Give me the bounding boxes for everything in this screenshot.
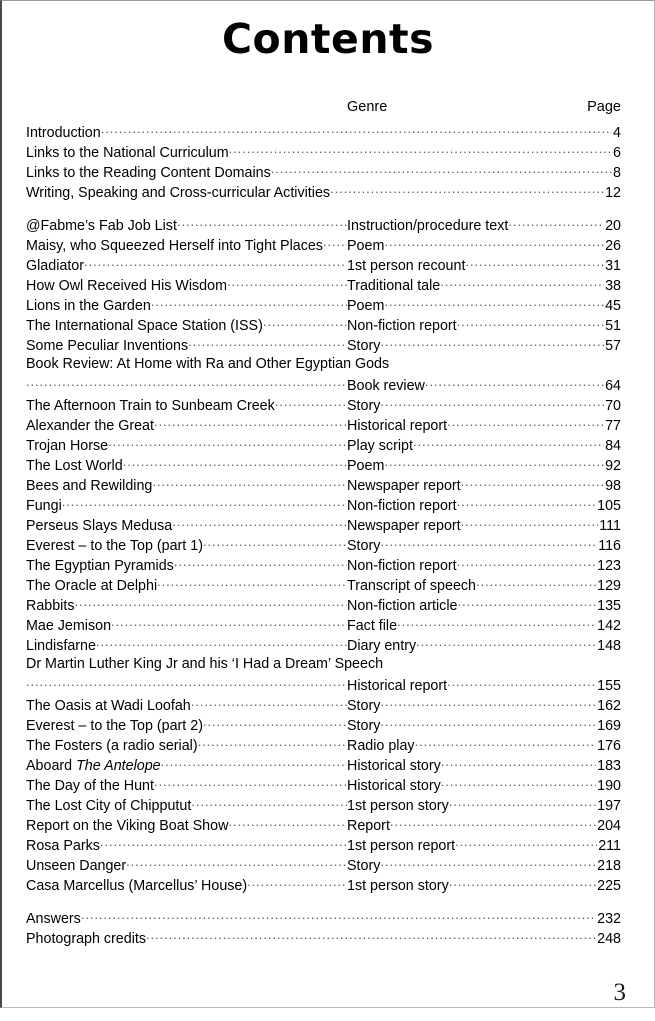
toc-entry-genre-cell: [347, 556, 596, 574]
toc-entry-title-cell: [26, 676, 347, 690]
toc-entry[interactable]: [2, 796, 654, 816]
toc-entry[interactable]: [2, 376, 654, 396]
toc-entry-title-cell: [26, 416, 347, 434]
toc-entry[interactable]: [2, 336, 654, 356]
toc-entry-title: Introduction: [26, 125, 101, 142]
toc-entry-genre-cell: [347, 576, 596, 594]
toc-entry[interactable]: [2, 536, 654, 556]
toc-entry-genre: Story: [347, 718, 381, 735]
dot-leader: [441, 756, 596, 770]
dot-leader: [152, 476, 347, 490]
toc-entry-genre: Instruction/procedure text: [347, 218, 509, 235]
toc-entry-page-number: 218: [597, 858, 621, 875]
toc-entry[interactable]: [2, 416, 654, 436]
dot-leader: [476, 576, 596, 590]
toc-entry-title: Trojan Horse: [26, 438, 109, 455]
toc-entry-genre: Story: [347, 698, 381, 715]
toc-entry-genre: Non-fiction article: [347, 598, 458, 615]
toc-entry[interactable]: [2, 909, 654, 929]
dot-leader: [227, 276, 347, 290]
toc-entry-title-cell: [26, 123, 612, 141]
toc-entry-title: Rosa Parks: [26, 838, 100, 855]
toc-entry-page-number: 148: [597, 638, 621, 655]
dot-leader: [449, 876, 596, 890]
dot-leader: [397, 616, 596, 630]
dot-leader: [151, 296, 347, 310]
dot-leader: [457, 496, 596, 510]
toc-entry[interactable]: [2, 876, 654, 896]
toc-entry-title: The Day of the Hunt: [26, 778, 154, 795]
toc-entry-title: Lindisfarne: [26, 638, 96, 655]
dot-leader: [380, 536, 597, 550]
toc-entry-page-number: 169: [597, 718, 621, 735]
toc-entry-genre: Story: [347, 398, 381, 415]
toc-entry-page-number: 142: [597, 618, 621, 635]
dot-leader: [275, 396, 347, 410]
toc-entry-title: Rabbits: [26, 598, 75, 615]
toc-entry-page-number: 4: [613, 125, 621, 142]
toc-entry-genre-cell: [347, 856, 596, 874]
toc-entry-title-cell: [26, 596, 347, 614]
dot-leader: [177, 216, 347, 230]
dot-leader: [330, 183, 604, 197]
dot-leader: [154, 416, 347, 430]
dot-leader: [172, 516, 347, 530]
dot-leader: [111, 616, 347, 630]
toc-entry[interactable]: [2, 236, 654, 256]
dot-leader: [384, 236, 604, 250]
toc-entry[interactable]: [2, 756, 654, 776]
toc-entry-title: The Lost World: [26, 458, 123, 475]
toc-entry-genre-cell: [347, 316, 604, 334]
toc-entry-title: The Lost City of Chipputut: [26, 798, 192, 815]
toc-entry-page-number: 84: [605, 438, 621, 455]
toc-entry-page-number: 116: [598, 538, 621, 555]
toc-entry-genre-cell: [347, 476, 604, 494]
dot-leader: [508, 216, 604, 230]
dot-leader: [271, 163, 612, 177]
dot-leader: [101, 123, 612, 137]
toc-entry-page-number: 123: [597, 558, 621, 575]
toc-entry-title-cell: [26, 216, 347, 234]
toc-entry-page-number: 77: [605, 418, 621, 435]
toc-entry-page-number: 176: [597, 738, 621, 755]
toc-entry-genre: Traditional tale: [347, 278, 441, 295]
toc-entry-title: The International Space Station (ISS): [26, 318, 263, 335]
dot-leader: [228, 816, 347, 830]
toc-entry-title-cell: [26, 516, 347, 534]
toc-entry-title: @Fabme’s Fab Job List: [26, 218, 177, 235]
toc-entry-title: How Owl Received His Wisdom: [26, 278, 227, 295]
dot-leader: [198, 736, 347, 750]
toc-entry-genre-cell: [347, 276, 604, 294]
dot-leader: [81, 909, 596, 923]
table-of-contents: [2, 123, 654, 949]
dot-leader: [380, 856, 596, 870]
page-title: Contents: [221, 15, 435, 63]
toc-entry[interactable]: [2, 456, 654, 476]
dot-leader: [380, 396, 604, 410]
toc-entry-title: Fungi: [26, 498, 62, 515]
toc-entry[interactable]: [2, 856, 654, 876]
toc-entry-title-cell: [26, 436, 347, 454]
toc-entry[interactable]: [2, 143, 654, 163]
dot-leader: [191, 696, 347, 710]
toc-entry-title: Some Peculiar Inventions: [26, 338, 189, 355]
dot-leader: [384, 456, 604, 470]
toc-entry-title-cell: [26, 163, 612, 181]
dot-leader: [108, 436, 347, 450]
contents-page: [2, 15, 654, 1021]
toc-entry-title-cell: [26, 776, 347, 794]
toc-entry-genre-cell: [347, 636, 596, 654]
toc-entry-title-cell: [26, 756, 347, 774]
toc-entry-genre: Transcript of speech: [347, 578, 476, 595]
toc-entry-page-number: 111: [599, 518, 621, 535]
dot-leader: [62, 496, 347, 510]
toc-entry-page-number: 70: [605, 398, 621, 415]
toc-entry-page-number: 38: [605, 278, 621, 295]
dot-leader: [126, 856, 347, 870]
toc-entry-title: Perseus Slays Medusa: [26, 518, 173, 535]
toc-entry-title-cell: [26, 796, 347, 814]
toc-entry-genre-cell: [347, 536, 597, 554]
dot-leader: [413, 436, 604, 450]
toc-entry-page-number: 183: [597, 758, 621, 775]
toc-entry[interactable]: [2, 836, 654, 856]
toc-entry-page-number: 190: [597, 778, 621, 795]
toc-entry-genre-cell: [347, 416, 604, 434]
toc-entry-title: Everest – to the Top (part 2): [26, 718, 203, 735]
dot-leader: [380, 716, 596, 730]
toc-entry-title-cell: [26, 816, 347, 834]
toc-entry-title-cell: [26, 616, 347, 634]
toc-entry-title-cell: [26, 456, 347, 474]
toc-entry-genre: Story: [347, 858, 381, 875]
toc-entry-page-number: 64: [605, 378, 621, 395]
dot-leader: [161, 756, 347, 770]
toc-entry-title-cell: [26, 276, 347, 294]
toc-group-front-matter: [2, 123, 654, 203]
toc-entry-genre: Historical story: [347, 778, 441, 795]
toc-entry[interactable]: [2, 816, 654, 836]
dot-leader: [188, 336, 347, 350]
toc-entry[interactable]: [2, 436, 654, 456]
toc-entry-title: Gladiator: [26, 258, 85, 275]
toc-entry[interactable]: [2, 216, 654, 236]
toc-entry-genre: Newspaper report: [347, 518, 461, 535]
dot-leader: [380, 336, 604, 350]
toc-entry-title: The Egyptian Pyramids: [26, 558, 174, 575]
toc-entry-title: Casa Marcellus (Marcellus’ House): [26, 878, 248, 895]
toc-entry-genre-cell: [347, 436, 604, 454]
toc-entry-genre: Historical report: [347, 418, 448, 435]
toc-entry-title-cell: [26, 143, 612, 161]
toc-entry[interactable]: [2, 616, 654, 636]
toc-entry-page-number: 8: [613, 165, 621, 182]
dot-leader: [425, 376, 604, 390]
toc-entry-title: Unseen Danger: [26, 858, 127, 875]
toc-entry-title-cell: [26, 396, 347, 414]
toc-entry-title: Lions in the Garden: [26, 298, 151, 315]
column-header-genre: Genre: [347, 99, 388, 115]
toc-entry-title: Mae Jemison: [26, 618, 112, 635]
toc-entry-page-number: 232: [597, 911, 621, 928]
toc-entry[interactable]: [2, 776, 654, 796]
toc-entry-page-number: 248: [597, 931, 621, 948]
toc-group-back-matter: [2, 909, 654, 949]
toc-entry[interactable]: [2, 556, 654, 576]
toc-entry-genre-cell: [347, 376, 604, 394]
toc-entry-genre: Story: [347, 338, 381, 355]
toc-entry-genre: Fact file: [347, 618, 398, 635]
toc-entry-title-cell: [26, 576, 347, 594]
toc-entry-genre: Report: [347, 818, 390, 835]
toc-entry-genre: Poem: [347, 458, 385, 475]
toc-entry-title: The Fosters (a radio serial): [26, 738, 198, 755]
toc-entry[interactable]: [2, 296, 654, 316]
toc-entry[interactable]: [2, 396, 654, 416]
toc-entry-genre: Non-fiction report: [347, 558, 457, 575]
toc-entry-title: Answers: [26, 911, 81, 928]
toc-entry-title-cell: [26, 316, 347, 334]
toc-entry-title-cell: [26, 856, 347, 874]
toc-entry[interactable]: [2, 636, 654, 656]
dot-leader: [157, 576, 347, 590]
toc-entry-genre-cell: [347, 876, 596, 894]
toc-entry-page-number: 92: [605, 458, 621, 475]
toc-entry-page-number: 225: [597, 878, 621, 895]
toc-entry-page-number: 45: [605, 298, 621, 315]
toc-entry[interactable]: [2, 163, 654, 183]
toc-entry-genre: Non-fiction report: [347, 318, 457, 335]
toc-entry-genre-cell: [347, 776, 596, 794]
toc-entry-genre-cell: [347, 796, 596, 814]
dot-leader: [26, 376, 347, 390]
toc-entry-title-cell: [26, 556, 347, 574]
dot-leader: [384, 296, 604, 310]
toc-entry-page-number: 197: [597, 798, 621, 815]
toc-entry-genre: Historical report: [347, 678, 448, 695]
dot-leader: [461, 476, 604, 490]
toc-entry-genre: Newspaper report: [347, 478, 461, 495]
toc-entry-page-number: 155: [597, 678, 621, 695]
toc-entry-genre-cell: [347, 296, 604, 314]
dot-leader: [146, 929, 596, 943]
dot-leader: [263, 316, 347, 330]
dot-leader: [247, 876, 347, 890]
dot-leader: [229, 143, 612, 157]
toc-entry[interactable]: [2, 596, 654, 616]
toc-entry-genre: Book review: [347, 378, 425, 395]
toc-entry[interactable]: [2, 276, 654, 296]
toc-entry-title: Maisy, who Squeezed Herself into Tight Places: [26, 238, 323, 255]
toc-entry-page-number: 135: [597, 598, 621, 615]
toc-entry-title: Report on the Viking Boat Show: [26, 818, 229, 835]
toc-entry-genre-cell: [347, 736, 596, 754]
toc-entry[interactable]: [2, 696, 654, 716]
toc-entry-title: The Oracle at Delphi: [26, 578, 158, 595]
toc-entry-title-cell: [26, 716, 347, 734]
toc-entry-page-number: 12: [605, 185, 621, 202]
toc-entry-page-number: 204: [597, 818, 621, 835]
toc-entry-title-cell: [26, 296, 347, 314]
column-headers: [2, 99, 654, 119]
dot-leader: [174, 556, 347, 570]
toc-entry-title: Writing, Speaking and Cross-curricular Activities: [26, 185, 331, 202]
column-header-page: Page: [587, 99, 621, 115]
toc-entry-title-cell: [26, 836, 347, 854]
toc-entry-page-number: 57: [605, 338, 621, 355]
toc-entry-genre-cell: [347, 496, 596, 514]
toc-entry-genre-cell: [347, 616, 596, 634]
toc-entry-genre-cell: [347, 256, 604, 274]
toc-entry-genre-cell: [347, 456, 604, 474]
dot-leader: [390, 816, 596, 830]
toc-entry[interactable]: [2, 929, 654, 949]
toc-entry-title-cell: [26, 636, 347, 654]
toc-entry-page-number: 26: [605, 238, 621, 255]
toc-entry-genre-cell: [347, 676, 596, 694]
toc-entry-genre: 1st person report: [347, 838, 456, 855]
toc-entry-genre-cell: [347, 596, 596, 614]
dot-leader: [100, 836, 347, 850]
toc-entry-title: Bees and Rewilding: [26, 478, 153, 495]
dot-leader: [74, 596, 347, 610]
toc-entry[interactable]: [2, 496, 654, 516]
toc-entry-genre: Play script: [347, 438, 413, 455]
toc-entry[interactable]: [2, 516, 654, 536]
toc-entry-page-number: 98: [605, 478, 621, 495]
toc-entry-genre: Story: [347, 538, 381, 555]
toc-entry[interactable]: [2, 316, 654, 336]
toc-entry-title: Book Review: At Home with Ra and Other Egyptian Gods: [26, 356, 390, 372]
dot-leader: [457, 556, 596, 570]
toc-entry-title-cell: [26, 336, 347, 354]
toc-entry-title-cell: [26, 736, 347, 754]
toc-entry-title-line[interactable]: [2, 656, 654, 676]
toc-entry-title: Links to the Reading Content Domains: [26, 165, 271, 182]
toc-entry-title-cell: [26, 236, 347, 254]
toc-entry-title-cell: [26, 909, 596, 927]
toc-entry-genre-cell: [347, 516, 598, 534]
toc-group-main-units: [2, 216, 654, 896]
dot-leader: [123, 456, 347, 470]
toc-entry-title-cell: [26, 376, 347, 390]
toc-entry-title: Everest – to the Top (part 1): [26, 538, 203, 555]
dot-leader: [323, 236, 347, 250]
dot-leader: [457, 596, 596, 610]
toc-entry-title-cell: [26, 476, 347, 494]
toc-entry-genre-cell: [347, 716, 596, 734]
toc-entry[interactable]: [2, 183, 654, 203]
dot-leader: [449, 796, 596, 810]
toc-entry[interactable]: [2, 256, 654, 276]
toc-entry-genre-cell: [347, 336, 604, 354]
toc-entry-genre: Radio play: [347, 738, 415, 755]
toc-entry-title-cell: [26, 183, 604, 201]
toc-entry-title-cell: [26, 696, 347, 714]
dot-leader: [96, 636, 347, 650]
toc-entry-genre: Historical story: [347, 758, 441, 775]
dot-leader: [457, 316, 604, 330]
toc-entry-genre-cell: [347, 756, 596, 774]
dot-leader: [84, 256, 347, 270]
toc-entry-genre-cell: [347, 396, 604, 414]
toc-entry-page-number: 51: [605, 318, 621, 335]
toc-entry-title: The Oasis at Wadi Loofah: [26, 698, 191, 715]
dot-leader: [461, 516, 599, 530]
dot-leader: [440, 276, 604, 290]
toc-entry-title-cell: [26, 256, 347, 274]
toc-entry-title-cell: [26, 536, 347, 554]
toc-entry-genre: Poem: [347, 298, 385, 315]
toc-entry-title-line[interactable]: [2, 356, 654, 376]
toc-entry-title-cell: [26, 876, 347, 894]
toc-entry[interactable]: [2, 576, 654, 596]
dot-leader: [203, 716, 347, 730]
toc-entry-title: Links to the National Curriculum: [26, 145, 229, 162]
toc-entry[interactable]: [2, 716, 654, 736]
dot-leader: [415, 736, 597, 750]
toc-entry-genre: Poem: [347, 238, 385, 255]
toc-entry-page-number: 31: [605, 258, 621, 275]
toc-entry-genre-cell: [347, 236, 604, 254]
dot-leader: [441, 776, 596, 790]
toc-entry-page-number: 20: [605, 218, 621, 235]
toc-entry-page-number: 6: [613, 145, 621, 162]
toc-entry[interactable]: [2, 676, 654, 696]
toc-entry-genre-cell: [347, 216, 604, 234]
toc-entry[interactable]: [2, 123, 654, 143]
dot-leader: [191, 796, 347, 810]
dot-leader: [416, 636, 596, 650]
toc-entry-genre-cell: [347, 696, 596, 714]
dot-leader: [203, 536, 347, 550]
toc-entry-title-cell: [26, 929, 596, 947]
toc-entry-title-cell: [26, 496, 347, 514]
dot-leader: [26, 676, 347, 690]
toc-entry-genre: Non-fiction report: [347, 498, 457, 515]
dot-leader: [455, 836, 597, 850]
dot-leader: [447, 676, 596, 690]
toc-entry-page-number: 211: [598, 838, 621, 855]
toc-entry-title: Alexander the Great: [26, 418, 154, 435]
toc-entry-genre-cell: [347, 816, 596, 834]
toc-entry-genre: Diary entry: [347, 638, 417, 655]
page-number: 3: [613, 979, 626, 1006]
toc-entry[interactable]: [2, 476, 654, 496]
dot-leader: [154, 776, 347, 790]
toc-entry-genre: 1st person story: [347, 878, 449, 895]
toc-entry-genre: 1st person story: [347, 798, 449, 815]
toc-entry-genre: 1st person recount: [347, 258, 466, 275]
toc-entry-page-number: 105: [597, 498, 621, 515]
toc-entry-page-number: 162: [597, 698, 621, 715]
dot-leader: [380, 696, 596, 710]
toc-entry-title: Photograph credits: [26, 931, 147, 948]
dot-leader: [447, 416, 604, 430]
toc-entry-title: Dr Martin Luther King Jr and his ‘I Had a Dream’ Speech: [26, 656, 384, 672]
toc-entry[interactable]: [2, 736, 654, 756]
toc-entry-title: The Afternoon Train to Sunbeam Creek: [26, 398, 275, 415]
dot-leader: [465, 256, 604, 270]
toc-entry-genre-cell: [347, 836, 597, 854]
toc-entry-title: Aboard The Antelope: [26, 758, 161, 775]
toc-entry-page-number: 129: [597, 578, 621, 595]
